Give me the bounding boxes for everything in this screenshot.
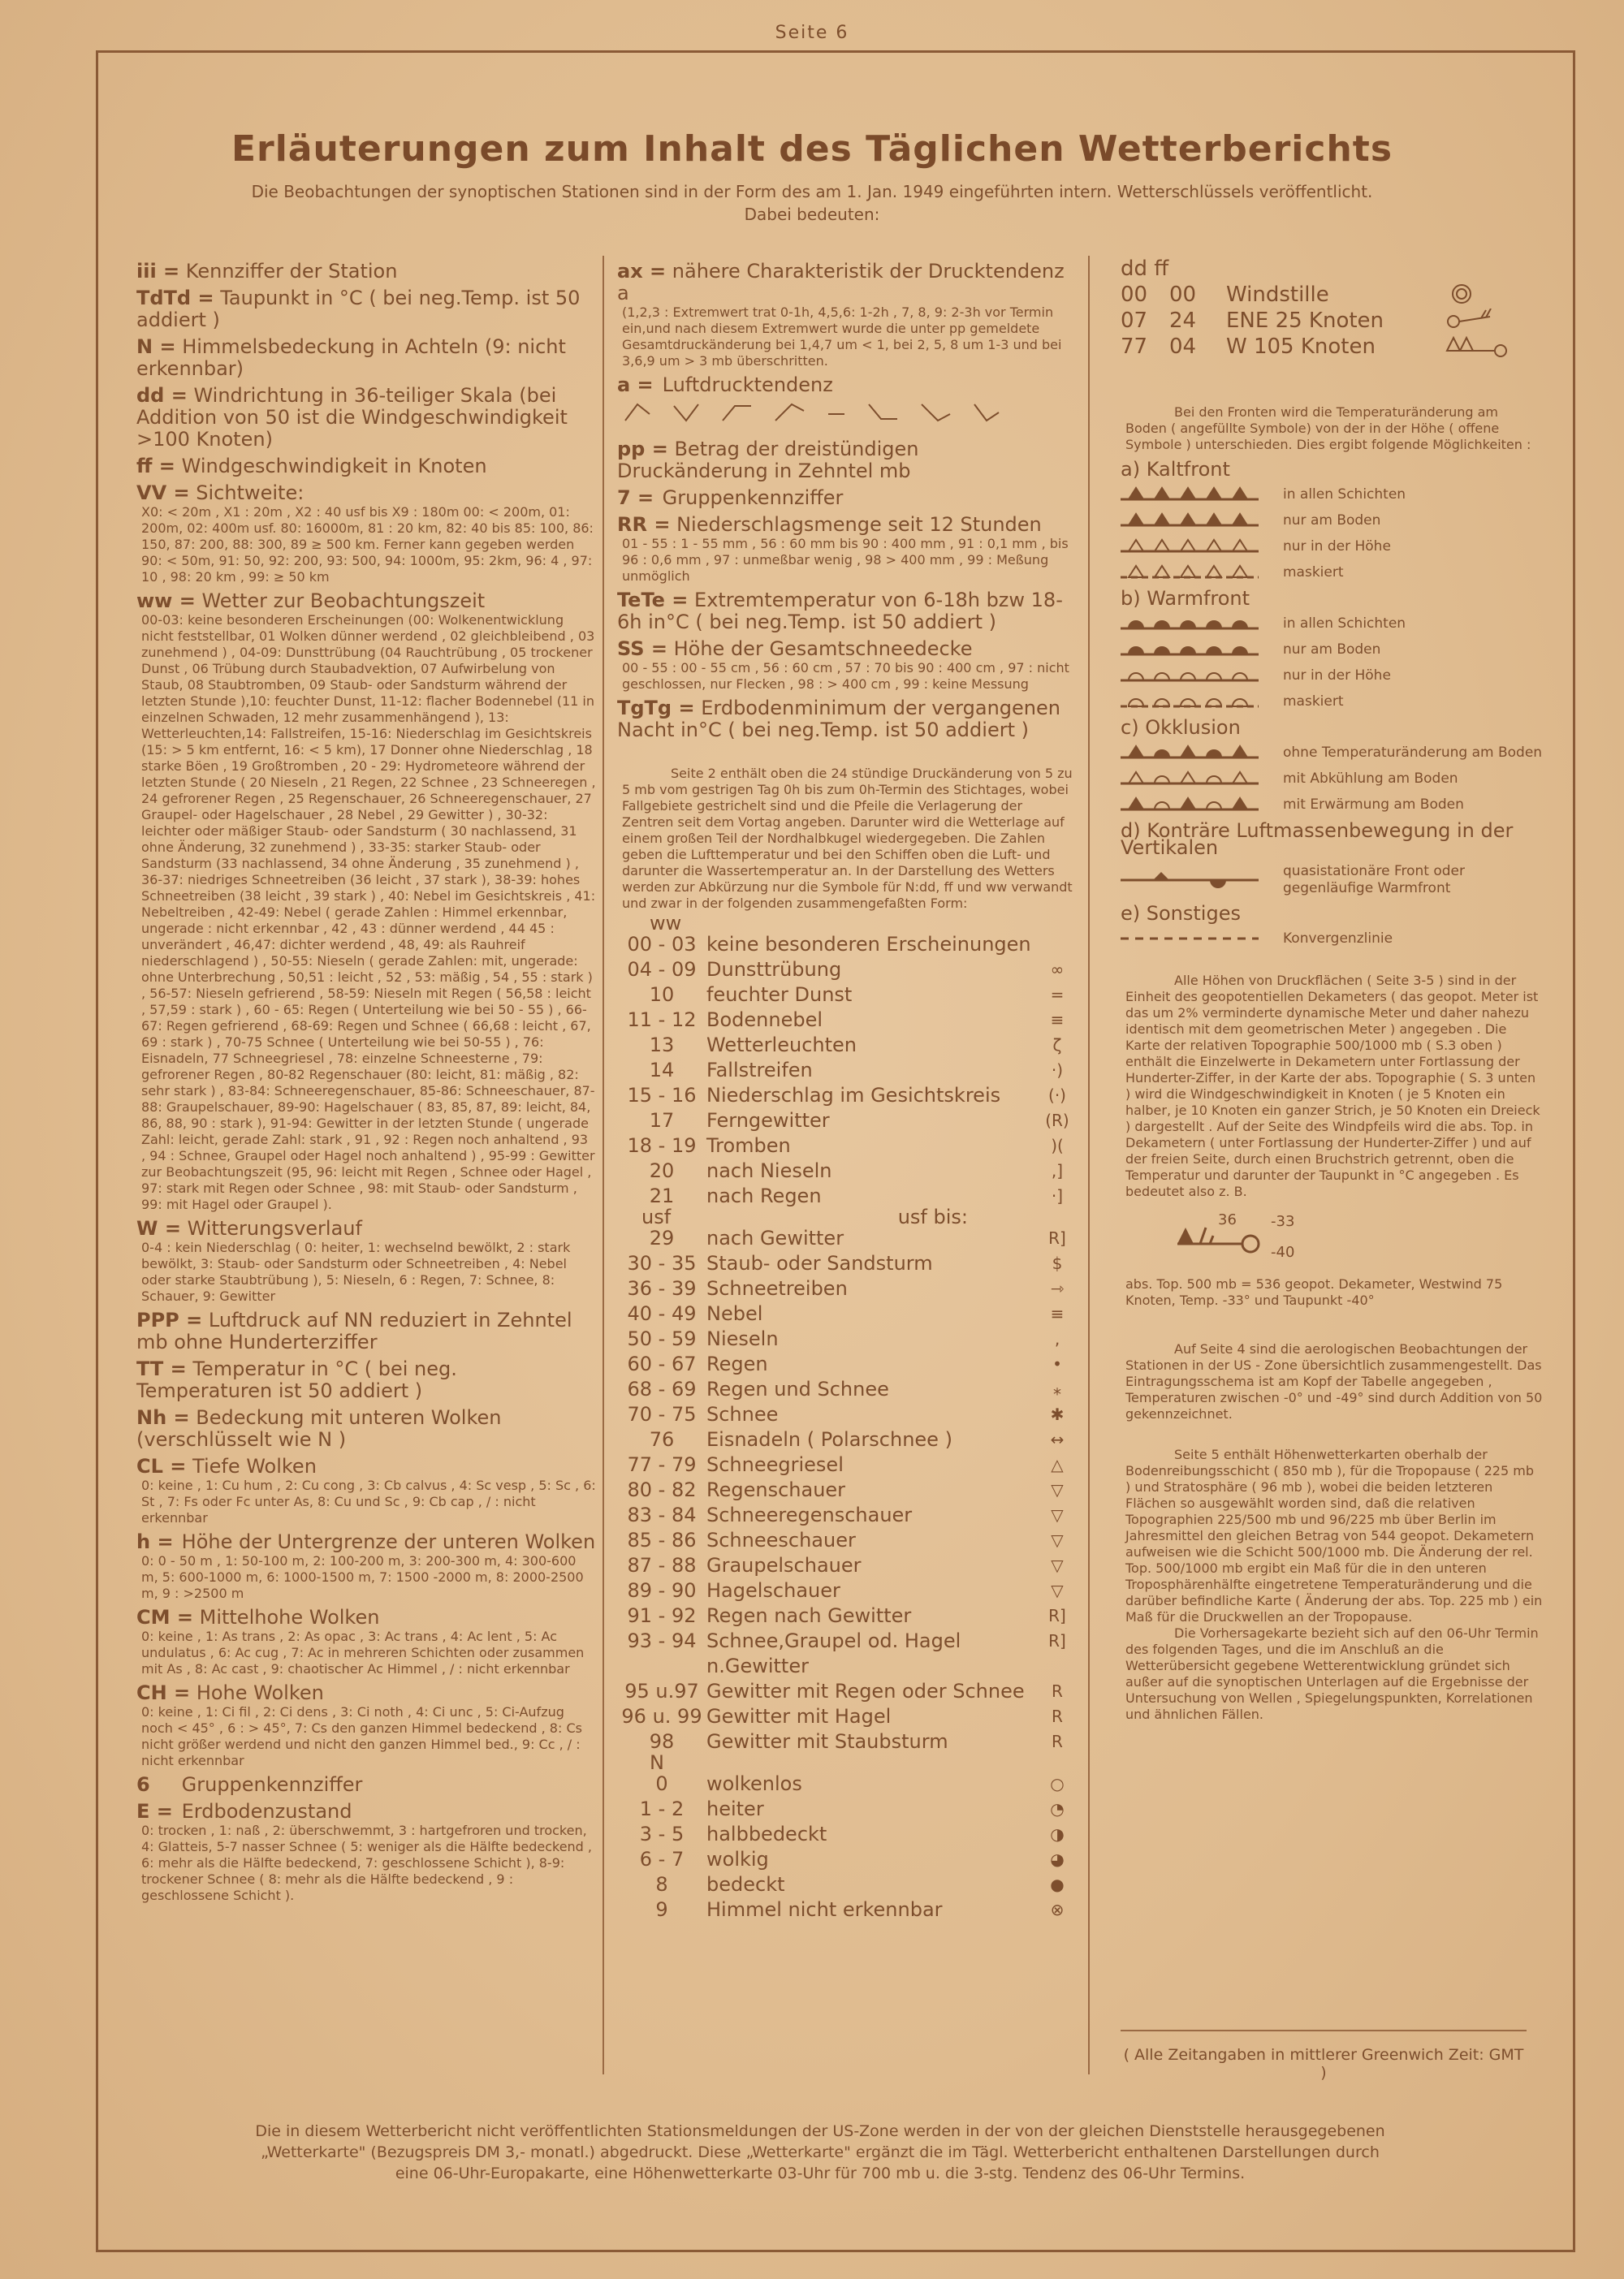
ww-code: 9	[655, 1898, 668, 1921]
kaltfront-heading: a) Kaltfront	[1121, 458, 1230, 481]
ww-row	[617, 932, 1073, 957]
column-3	[1121, 256, 1543, 1723]
page-title: Erläuterungen zum Inhalt des Täglichen Wetterberichts	[231, 128, 1393, 170]
ww-code: 30 - 35	[627, 1252, 697, 1275]
entry-vv: VV = Sichtweite:	[136, 481, 304, 504]
ww-row	[617, 1377, 1073, 1402]
ww-code: 6 - 7	[639, 1848, 685, 1871]
entry-7: 7 = Gruppenkennziffer	[617, 486, 844, 509]
ww-code: 89 - 90	[627, 1579, 697, 1602]
ww-label: Himmel nicht erkennbar	[706, 1898, 943, 1921]
ww-label: Gewitter mit Hagel	[706, 1705, 892, 1728]
ww-code: 1 - 2	[639, 1798, 685, 1820]
ww-label: Hagelschauer	[706, 1579, 840, 1602]
ww-code: 36 - 39	[627, 1277, 697, 1300]
ww-label: wolkenlos	[706, 1772, 802, 1795]
ww-label: Regen	[706, 1353, 768, 1375]
weather-symbol-icon: ⇾	[1050, 1279, 1065, 1298]
ww-code: 70 - 75	[627, 1403, 697, 1426]
ww-code: 91 - 92	[627, 1604, 697, 1627]
front-label: nur am Boden	[1283, 511, 1381, 529]
front-symbol-icon	[1121, 511, 1259, 530]
weather-symbol-icon: •	[1052, 1354, 1062, 1374]
ww-code: 14	[649, 1059, 675, 1081]
ww-row	[617, 1008, 1073, 1033]
ww-code: 10	[649, 983, 675, 1006]
rr-detail: 01 - 55 : 1 - 55 mm , 56 : 60 mm bis 90 : 400 mm , 91 : 0,1 mm , bis 96 : 0,6 mm , 97 : unmeßbar wenig , 98 > 400 mm , 99 : Meßung unmöglich	[622, 536, 1069, 584]
front-row	[1121, 537, 1543, 556]
front-label: ohne Temperaturänderung am Boden	[1283, 744, 1543, 761]
ww-row	[617, 1083, 1073, 1108]
ww-label: Regen und Schnee	[706, 1378, 889, 1401]
ww-label: Staub- oder Sandsturm	[706, 1252, 933, 1275]
ww-label: Wetterleuchten	[706, 1034, 857, 1056]
h-detail: 0: 0 - 50 m , 1: 50-100 m, 2: 100-200 m, 3: 200-300 m, 4: 300-600 m, 5: 600-1000 m, 6: 1000-1500 m, 7: 1500 -2000 m, 8: 2000-2500 m, 9 : >2500 m	[141, 1553, 584, 1601]
ax-detail: (1,2,3 : Extremwert trat 0-1h, 4,5,6: 1-2h , 7, 8, 9: 2-3h vor Termin ein,und nach diesem Extremwert wurde die unter pp gemeldete Gesamtdruckänderung bei 1,4,7 um < 1, bei 2, 5, 8 um 1-3 und bei 3,6,9 um > 3 mb überschritten.	[622, 304, 1062, 369]
ww-label: Bodennebel	[706, 1008, 823, 1031]
ww-label: nach Gewitter	[706, 1227, 844, 1250]
ww-code: 87 - 88	[627, 1554, 697, 1577]
entry-rr: RR = Niederschlagsmenge seit 12 Stunden	[617, 513, 1042, 536]
weather-symbol-icon: ◑	[1050, 1824, 1065, 1844]
ww-code: 17	[649, 1109, 675, 1132]
weather-symbol-icon: =	[1050, 985, 1065, 1004]
weather-symbol-icon: R	[1052, 1732, 1063, 1751]
ww-row	[617, 1327, 1073, 1352]
ww-code: 15 - 16	[627, 1084, 697, 1107]
ww-label: Tromben	[706, 1134, 791, 1157]
front-row	[1121, 485, 1543, 504]
sonstiges-heading: e) Sonstiges	[1121, 902, 1241, 925]
ww-code: 83 - 84	[627, 1504, 697, 1526]
intro-line-2: Dabei bedeuten:	[744, 205, 880, 224]
weather-symbol-icon: (·)	[1048, 1086, 1066, 1105]
entry-ch: CH = Hohe Wolken	[136, 1681, 324, 1704]
weather-symbol-icon: ◔	[1050, 1799, 1065, 1819]
ww-label: Schneegriesel	[706, 1453, 844, 1476]
ww-label: Regenschauer	[706, 1478, 846, 1501]
ww-row	[617, 1058, 1073, 1083]
ww-row	[617, 1402, 1073, 1427]
wind-row	[1121, 282, 1543, 308]
ww-row	[617, 1427, 1073, 1452]
weather-symbol-icon: ≡	[1050, 1010, 1065, 1029]
weather-symbol-icon: R	[1052, 1707, 1063, 1726]
entry-ff: ff = Windgeschwindigkeit in Knoten	[136, 455, 487, 477]
front-symbol-icon	[1121, 614, 1259, 633]
ww-table-1	[617, 932, 1073, 1209]
ww-row	[617, 1897, 1073, 1923]
front-label: in allen Schichten	[1283, 615, 1406, 632]
front-label: mit Erwärmung am Boden	[1283, 796, 1464, 813]
weather-symbol-icon: ▽	[1051, 1530, 1064, 1550]
front-row	[1121, 563, 1543, 582]
ww-row	[617, 1872, 1073, 1897]
ww-code: 18 - 19	[627, 1134, 697, 1157]
front-row	[1121, 640, 1543, 659]
wind-label: W 105 Knoten	[1226, 335, 1376, 359]
cl-detail: 0: keine , 1: Cu hum , 2: Cu cong , 3: Cb calvus , 4: Sc vesp , 5: Sc , 6: St , 7: Fs oder Fc unter As, 8: Cu und Sc , 9: Cb cap , / : nicht erkennbar	[141, 1478, 596, 1526]
ww-row	[617, 1797, 1073, 1822]
intro	[162, 180, 1462, 226]
weather-symbol-icon: ,]	[1051, 1161, 1064, 1181]
weather-symbol-icon	[1041, 932, 1073, 957]
entry-h: h = Höhe der Untergrenze der unteren Wolken	[136, 1530, 596, 1553]
weather-symbol-icon: R	[1052, 1681, 1063, 1701]
ww-code: 00 - 03	[627, 933, 697, 956]
weather-symbol-icon: △	[1051, 1455, 1064, 1474]
ww-label: bedeckt	[706, 1873, 785, 1896]
wind-table-header: dd ff	[1121, 257, 1169, 281]
front-label: nur in der Höhe	[1283, 537, 1391, 555]
ww-code: 76	[649, 1428, 675, 1451]
weather-symbol-icon: R]	[1048, 1228, 1066, 1248]
ww-code: 3 - 5	[639, 1823, 685, 1845]
kontraer-heading: d) Konträre Luftmassenbewegung in der Vertikalen	[1121, 819, 1514, 859]
ww-label: Schneetreiben	[706, 1277, 848, 1300]
weather-symbol-icon: ζ	[1052, 1035, 1062, 1055]
weather-symbol-icon: ▽	[1051, 1581, 1064, 1600]
ww-row	[617, 1847, 1073, 1872]
page-number: Seite 6	[775, 23, 849, 43]
ww-row	[617, 1772, 1073, 1797]
ww-code: 80 - 82	[627, 1478, 697, 1501]
wind-row	[1121, 334, 1543, 360]
ww-label: Schnee,Graupel od. Hagel n.Gewitter	[706, 1629, 961, 1677]
ww-row	[617, 1133, 1073, 1159]
column-1	[136, 256, 596, 1904]
front-label: maskiert	[1283, 563, 1344, 581]
kontraer-row: quasistationäre Front oder gegenläufige Warmfront	[1121, 863, 1543, 897]
ww-row	[617, 1478, 1073, 1503]
fronts-intro: Bei den Fronten wird die Temperaturänderung am Boden ( angefüllte Symbole) von der in der Höhe ( offene Symbole ) unterschieden. Dies ergibt folgende Möglichkeiten :	[1125, 404, 1531, 452]
weather-symbol-icon: ✱	[1050, 1405, 1065, 1424]
ww-code: 8	[655, 1873, 668, 1896]
ww-code: 77 - 79	[627, 1453, 697, 1476]
ww-label: Schneeregenschauer	[706, 1504, 913, 1526]
ww-label: nach Nieseln	[706, 1159, 832, 1182]
weather-symbol-icon: ∞	[1050, 960, 1065, 979]
ww-row	[617, 1184, 1073, 1209]
wind-dd: 77	[1121, 335, 1148, 359]
wind-label: Windstille	[1226, 283, 1329, 307]
tendency-symbol-7	[922, 404, 950, 421]
ww-label: Fallstreifen	[706, 1059, 813, 1081]
entry-w: W = Witterungsverlauf	[136, 1217, 362, 1240]
entry-tt: TT = Temperatur in °C ( bei neg. Temperaturen ist 50 addiert )	[136, 1357, 457, 1402]
tendency-symbol-3	[723, 406, 751, 421]
usf-row: usf usf bis:	[641, 1206, 968, 1228]
weather-symbol-icon: ▽	[1051, 1556, 1064, 1575]
front-label: nur in der Höhe	[1283, 667, 1391, 684]
ww-row	[617, 1822, 1073, 1847]
ww-label: Dunsttrübung	[706, 958, 842, 981]
weather-symbol-icon: ,	[1054, 1329, 1060, 1349]
wind-example	[1169, 1211, 1543, 1268]
seite4-text: Auf Seite 4 sind die aerologischen Beobachtungen der Stationen in der US - Zone übersichtlich zusammengestellt. Das Eintragungsschema ist am Kopf der Tabelle angegeben , Temperaturen zwischen -0° und -49° sind durch Addition von 50 gekennzeichnet.	[1125, 1341, 1543, 1422]
seite5-text: Seite 5 enthält Höhenwetterkarten oberhalb der Bodenreibungsschicht ( 850 mb ), für die Tropopause ( 225 mb ) und Stratosphäre ( 96 mb ), wobei die beiden letzteren Flächen so ausgewählt worden sind, daß die relativen Topographien 225/500 mb und 96/225 mb über Berlin im Jahresmittel den gleichen Betrag von 544 geopot. Dekametern aufweisen wie die Schicht 500/1000 mb. Die Änderung der rel. Top. 500/1000 mb ergibt ein Maß für die in den unteren Troposphärenhälfte eingetretene Temperaturänderung und die darüber befindliche Karte ( Änderung der abs. Top. 225 mb ) ein Maß für die Druckwellen an der Tropopause.	[1125, 1447, 1543, 1625]
wind-row	[1121, 308, 1543, 334]
tendency-symbol-1	[625, 404, 650, 421]
column-2	[617, 256, 1073, 1923]
wind-symbol-icon	[1445, 283, 1510, 307]
ww-label: Nebel	[706, 1302, 763, 1325]
front-symbol-icon	[1121, 563, 1259, 582]
example-temp: -33	[1271, 1213, 1295, 1230]
weather-symbol-icon: ●	[1050, 1875, 1065, 1894]
ww-code: 29	[649, 1227, 675, 1250]
quasistationary-front-symbol	[1121, 870, 1259, 890]
ww-code: 93 - 94	[627, 1629, 697, 1652]
entry-tgtg: TgTg = Erdbodenminimum der vergangenen Nacht in°C ( bei neg.Temp. ist 50 addiert )	[617, 697, 1060, 741]
example-text: abs. Top. 500 mb = 536 geopot. Dekameter, Westwind 75 Knoten, Temp. -33° und Taupunkt -40°	[1125, 1276, 1503, 1308]
wind-ff: 00	[1169, 283, 1197, 307]
ww-code: 40 - 49	[627, 1302, 697, 1325]
ww-label: Niederschlag im Gesichtskreis	[706, 1084, 1001, 1107]
ww-label: wolkig	[706, 1848, 769, 1871]
ww-row	[617, 1452, 1073, 1478]
ww-label: Schneeschauer	[706, 1529, 856, 1552]
ww-code: 11 - 12	[627, 1008, 697, 1031]
front-symbol-icon	[1121, 666, 1259, 685]
tendency-symbols	[617, 396, 1056, 429]
ww-code: 68 - 69	[627, 1378, 697, 1401]
weather-symbol-icon: ≡	[1050, 1304, 1065, 1323]
ww-row	[617, 1159, 1073, 1184]
ww-row	[617, 1528, 1073, 1553]
warmfront-heading: b) Warmfront	[1121, 587, 1250, 610]
front-symbol-icon	[1121, 769, 1259, 788]
wind-ff: 24	[1169, 309, 1197, 333]
wind-symbol-icon	[1445, 309, 1510, 333]
ww-code: 50 - 59	[627, 1327, 697, 1350]
weather-symbol-icon: )(	[1051, 1136, 1064, 1155]
intro-line-1: Die Beobachtungen der synoptischen Stationen sind in der Form des am 1. Jan. 1949 eingeführten intern. Wetterschlüssels veröffentlicht.	[251, 182, 1373, 201]
ww-label: Gewitter mit Regen oder Schnee	[706, 1680, 1025, 1703]
w-detail: 0-4 : kein Niederschlag ( 0: heiter, 1: wechselnd bewölkt, 2 : stark bewölkt, 3: Staub- oder Sandsturm oder Schneetreiben , 4: Nebel oder starke Staubtrübung ), 5: Nieseln, 6 : Regen, 7: Schnee, 8: Schauer, 9: Gewitter	[141, 1240, 571, 1304]
ww-label: Schnee	[706, 1403, 779, 1426]
kaltfront-list	[1121, 485, 1543, 582]
front-row	[1121, 769, 1543, 788]
entry-tdtd: TdTd = Taupunkt in °C ( bei neg.Temp. ist 50 addiert )	[136, 287, 581, 331]
ww-row	[617, 1301, 1073, 1327]
tendency-symbol-8	[974, 404, 999, 421]
gmt-separator	[1121, 2030, 1527, 2031]
ww-row	[617, 1604, 1073, 1629]
front-label: mit Abkühlung am Boden	[1283, 770, 1458, 787]
ww-label: Gewitter mit Staubsturm	[706, 1730, 948, 1753]
tendency-symbol-2	[674, 404, 698, 421]
entry-nh: Nh = Bedeckung mit unteren Wolken (verschlüsselt wie N )	[136, 1406, 502, 1451]
front-symbol-icon	[1121, 692, 1259, 711]
ww-label: Ferngewitter	[706, 1109, 830, 1132]
front-row	[1121, 614, 1543, 633]
weather-symbol-icon: ·)	[1051, 1060, 1064, 1080]
ww-label: keine besonderen Erscheinungen	[706, 933, 1031, 956]
ww-code: 0	[655, 1772, 668, 1795]
ww-row	[617, 1578, 1073, 1604]
front-row	[1121, 692, 1543, 711]
e-detail: 0: trocken , 1: naß , 2: überschwemmt, 3 : hartgefroren und trocken, 4: Glatteis, 5-7 nasser Schnee ( 5: weniger als die Hälfte bedeckend , 6: mehr als die Hälfte bedeckend, 7: geschlossene Schicht ), 8-9: trockener Schnee ( 8: mehr als die Hälfte bedeckend , 9 : geschlossene Schicht ).	[141, 1823, 593, 1903]
ww-code: 85 - 86	[627, 1529, 697, 1552]
wind-dd: 07	[1121, 309, 1148, 333]
vv-detail: X0: < 20m , X1 : 20m , X2 : 40 usf bis X9 : 180m 00: < 200m, 01: 200m, 02: 400m usf. 80: 16000m, 81 : 20 km, 82: 40 bis 85: 100, 86: 150, 87: 200, 88: 300, 89 ≥ 500 km. Ferner kann gegeben werden 90: < 50m, 91: 50, 92: 200, 93: 500, 94: 1000m, 95: 2km, 96: 4 , 97: 10 , 98: 20 km , 99: ≥ 50 km	[141, 504, 594, 585]
weather-symbol-icon: (R)	[1045, 1111, 1069, 1130]
weather-symbol-icon: R]	[1048, 1606, 1066, 1625]
ww-row	[617, 982, 1073, 1008]
convergence-line-symbol	[1121, 929, 1259, 948]
entry-dd: dd = Windrichtung in 36-teiliger Skala (bei Addition von 50 ist die Windgeschwindigkeit >100 Knoten)	[136, 384, 568, 451]
front-symbol-icon	[1121, 640, 1259, 659]
ww-table-2	[617, 1226, 1073, 1755]
ww-label: Nieseln	[706, 1327, 779, 1350]
footer-note: Die in diesem Wetterbericht nicht veröffentlichten Stationsmeldungen der US-Zone werden in der von der gleichen Dienststelle herausgegebenen „Wetterkarte" (Bezugspreis DM 3,- monatl.) abgedruckt. Diese „Wetterkarte" ergänzt die im Tägl. Wetterbericht enthaltenen Darstellungen durch eine 06-Uhr-Europakarte, eine Höhenwetterkarte 03-Uhr für 700 mb u. die 3-stg. Tendenz des 06-Uhr Termins.	[255, 2122, 1385, 2182]
wind-dd: 00	[1121, 283, 1148, 307]
ww-code: 21	[649, 1185, 675, 1207]
front-row	[1121, 743, 1543, 762]
ww-label: halbbedeckt	[706, 1823, 827, 1845]
sonstiges-row: Konvergenzlinie	[1121, 929, 1543, 948]
ww-row	[617, 1553, 1073, 1578]
gmt-note: ( Alle Zeitangaben in mittlerer Greenwich Zeit: GMT )	[1123, 2046, 1524, 2082]
column-divider-1	[603, 256, 604, 2074]
weather-symbol-icon: ○	[1050, 1774, 1065, 1793]
ww-row	[617, 1276, 1073, 1301]
entry-ax: ax = nähere Charakteristik der Drucktendenz a	[617, 260, 1065, 304]
front-label: nur am Boden	[1283, 641, 1381, 658]
entry-tete: TeTe = Extremtemperatur von 6-18h bzw 18-6h in°C ( bei neg.Temp. ist 50 addiert )	[617, 589, 1063, 633]
ww-label: feuchter Dunst	[706, 983, 853, 1006]
entry-a: a = Luftdrucktendenz	[617, 373, 833, 396]
tendency-symbol-4	[775, 404, 804, 421]
front-row	[1121, 511, 1543, 530]
ww-table-header: ww	[650, 912, 682, 934]
ww-row	[617, 1033, 1073, 1058]
front-symbol-icon	[1121, 795, 1259, 814]
column-divider-2	[1088, 256, 1090, 2074]
entry-ss: SS = Höhe der Gesamtschneedecke	[617, 637, 973, 660]
entry-6: 6 Gruppenkennziffer	[136, 1773, 363, 1796]
ww-row	[617, 1629, 1073, 1679]
weather-symbol-icon: ▽	[1051, 1505, 1064, 1525]
wind-label: ENE 25 Knoten	[1226, 309, 1384, 333]
front-row	[1121, 795, 1543, 814]
entry-pp: pp = Betrag der dreistündigen Druckänderung in Zehntel mb	[617, 438, 919, 482]
ww-code: 95 u.97	[624, 1680, 699, 1703]
ww-code: 96 u. 99	[621, 1705, 702, 1728]
weather-symbol-icon: ↔	[1050, 1430, 1065, 1449]
weather-symbol-icon: R]	[1048, 1631, 1066, 1651]
wind-ff: 04	[1169, 335, 1197, 359]
okklusion-heading: c) Okklusion	[1121, 716, 1241, 739]
ch-detail: 0: keine , 1: Ci fil , 2: Ci dens , 3: Ci noth , 4: Ci unc , 5: Ci-Aufzug noch < 45° , 6 : > 45°, 7: Cs den ganzen Himmel bedeckend , 8: Cs nicht größer werdend und nicht den ganzen Himmel bed., 9: Cc , / : nicht erkennbar	[141, 1704, 582, 1768]
hoehen-text: Alle Höhen von Druckflächen ( Seite 3-5 ) sind in der Einheit des geopotentiellen Dekameters ( das geopot. Meter ist das um 2% verminderte dynamische Meter und daher nahezu identisch mit dem geometrischen Meter ) angegeben . Die Karte der relativen Topographie 500/1000 mb ( S.3 oben ) enthält die Einzelwerte in Dekametern unter Fortlassung der Hunderter-Ziffer, in der Karte der abs. Topographie ( S. 3 unten ) wird die Windgeschwindigkeit in Knoten ( je 5 Knoten ein halber, je 10 Knoten ein ganzer Strich, je 50 Knoten ein Dreieck ) dargestellt . Auf der Seite des Windpfeils wird die abs. Top. in Dekametern ( unter Fortlassung der Hunderter-Ziffer ) und auf der freien Seite, durch einen Bruchstrich getrennt, oben die Temperatur und darunter der Taupunkt in °C angegeben . Es bedeutet also z. B.	[1125, 973, 1540, 1199]
front-symbol-icon	[1121, 537, 1259, 556]
ww-row	[617, 1503, 1073, 1528]
ww-row	[617, 1679, 1073, 1704]
front-symbol-icon	[1121, 743, 1259, 762]
ww-label: nach Regen	[706, 1185, 822, 1207]
weather-symbol-icon: ·]	[1051, 1186, 1064, 1206]
front-label: in allen Schichten	[1283, 486, 1406, 503]
weather-symbol-icon: ▽	[1051, 1480, 1064, 1500]
ww-row	[617, 1352, 1073, 1377]
cm-detail: 0: keine , 1: As trans , 2: As opac , 3: Ac trans , 4: Ac lent , 5: Ac undulatus , 6: Ac cug , 7: Ac in mehreren Schichten oder zusammen mit As , 8: Ac cast , 9: chaotischer Ac Himmel , / : nicht erkennbar	[141, 1629, 585, 1677]
entry-iii: iii = Kennziffer der Station	[136, 260, 398, 283]
ww-row	[617, 1704, 1073, 1729]
entry-cm: CM = Mittelhohe Wolken	[136, 1606, 380, 1629]
entry-ppp: PPP = Luftdruck auf NN reduziert in Zehntel mb ohne Hunderterziffer	[136, 1309, 572, 1353]
okklusion-list	[1121, 743, 1543, 814]
tendency-symbol-6	[869, 404, 897, 419]
entry-ww: ww = Wetter zur Beobachtungszeit	[136, 589, 486, 612]
ww-detail: 00-03: keine besonderen Erscheinungen (00: Wolkenentwicklung nicht feststellbar, 01 Wolken dünner werdend , 02 gleichbleibend , 03 zunehmend ) , 04-09: Dunsttrübung (04 Rauchtrübung , 05 trockener Dunst , 06 Trübung durch Staubadvektion, 07 Aufwirbelung von Staub, 08 Staubtromben, 09 Staub- oder Sandsturm während der letzten Stunde ),10: feuchter Dunst, 11-12: flacher Bodennebel (11 in einzelnen Schwaden, 12 mehr zusammenhängend ), 13: Wetterleuchten,14: Fallstreifen, 15-16: Niederschlag im Gesichtskreis (15: > 5 km entfernt, 16: < 5 km), 17 Donner ohne Niederschlag , 18 starke Böen , 19 Großtromben , 20 - 29: Hydrometeore während der letzten Stunde ( 20 Nieseln , 21 Regen, 22 Schnee , 23 Schneeregen , 24 gefrorener Regen , 25 Regenschauer, 26 Schneeregenschauer, 27 Graupel- oder Hagelschauer , 28 Nebel , 29 Gewitter ) , 30-32: leichter oder mäßiger Staub- oder Sandsturm ( 30 nachlassend, 31 ohne Änderung, 32 zunehmend ) , 33-35: starker Staub- oder Sandsturm (33 nachlassend, 34 ohne Änderung , 35 zunehmend ) , 36-37: niedriges Schneetreiben (36 leicht , 37 stark ), 38-39: hohes Schneetreiben (38 leicht , 39 stark ) , 40: Nebel im Gesichtskreis , 41: Nebeltreiben , 42-49: Nebel ( gerade Zahlen : Himmel erkennbar, ungerade : nicht erkennbar , 42 , 43 : dünner werdend , 44 45 : unverändert , 46,47: dichter werdend , 48, 49: als Rauhreif niederschlagend ) , 50-55: Nieseln ( gerade Zahlen: mit, ungerade: ohne Unterbrechung , 50,51 : leicht , 52 , 53: mäßig , 54 , 55 : stark ) , 56-57: Nieseln gefrierend , 58-59: Nieseln mit Regen ( 56,58 : leicht , 57,59 : stark ) , 60 - 65: Regen ( Unterteilung wie bei 50 - 55 ) , 66-67: Regen gefrierend , 68-69: Regen und Schnee ( 66,68 : leicht , 67, 69 : stark ) , 70-75 Schnee ( Unterteilung wie bei 50-55 ) , 76: Eisnadeln, 77 Schneegriesel , 78: einzelne Schneesterne , 79: gefrorener Regen , 80-82 Regenschauer (80: leicht, 81: mäßig , 82: sehr stark ) , 83-84: Schneeregenschauer, 85-86: Schneeschauer, 87-88: Graupelschauer, 89-90: Hagelschauer ( 83, 85, 87, 89: leicht, 84, 86, 88, 90 : stark ), 91-94: Gewitter in der letzten Stunde ( ungerade Zahl: leicht, gerade Zahl: stark , 91 , 92 : Regen noch anhaltend , 93 , 94 : Schnee, Graupel oder Hagel noch anhaltend ) , 95-99 : Gewitter zur Beobachtungszeit (95, 96: leicht mit Regen , Schnee oder Hagel , 97: stark mit Regen oder Schnee , 98: mit Staub- oder Sandsturm , 99: mit Hagel oder Graupel ).	[141, 612, 596, 1212]
front-label: maskiert	[1283, 693, 1344, 710]
ww-label: Eisnadeln ( Polarschnee )	[706, 1428, 952, 1451]
ww-code: 04 - 09	[627, 958, 697, 981]
ww-row	[617, 1108, 1073, 1133]
ww-code: 20	[649, 1159, 675, 1182]
n-table	[617, 1772, 1073, 1923]
ww-code: 13	[649, 1034, 675, 1056]
seite2-text: Seite 2 enthält oben die 24 stündige Druckänderung von 5 zu 5 mb vom gestrigen Tag 0h bis zum 0h-Termin des Stichtages, wobei Fallgebiete gestrichelt sind und die Pfeile die Verlagerung der Zentren seit dem Vortag angeben. Darunter wird die Wetterlage auf einem großen Teil der Nordhalbkugel wiedergegeben. Die Zahlen geben die Lufttemperatur und bei den Schiffen oben die Luft- und darunter die Wassertemperatur an. In der Darstellung des Wetters werden zur Abkürzung nur die Symbole für N:dd, ff und ww verwandt und zwar in der folgenden zusammengefaßten Form:	[622, 766, 1073, 911]
entry-cl: CL = Tiefe Wolken	[136, 1455, 317, 1478]
ww-row	[617, 1729, 1073, 1755]
weather-symbol-icon: ⁎	[1053, 1379, 1061, 1399]
ww-row	[617, 957, 1073, 982]
wind-table	[1121, 282, 1543, 360]
ww-code: 60 - 67	[627, 1353, 697, 1375]
n-table-header: N	[650, 1751, 664, 1774]
front-symbol-icon	[1121, 485, 1259, 504]
weather-symbol-icon: ◕	[1050, 1850, 1065, 1869]
front-row	[1121, 666, 1543, 685]
wind-symbol-icon	[1445, 335, 1510, 359]
example-height: 36	[1218, 1211, 1237, 1228]
ss-detail: 00 - 55 : 00 - 55 cm , 56 : 60 cm , 57 : 70 bis 90 : 400 cm , 97 : nicht geschlossen, nur Flecken , 98 : > 400 cm , 99 : keine Messung	[622, 660, 1069, 692]
ww-code: 98	[649, 1730, 675, 1753]
weather-symbol-icon: $	[1052, 1254, 1063, 1273]
example-dewpoint: -40	[1271, 1244, 1295, 1261]
ww-row	[617, 1251, 1073, 1276]
ww-row	[617, 1226, 1073, 1251]
entry-e: E = Erdbodenzustand	[136, 1800, 352, 1823]
entry-n: N = Himmelsbedeckung in Achteln (9: nicht erkennbar)	[136, 335, 566, 380]
weather-symbol-icon: ⊗	[1050, 1900, 1065, 1919]
ww-label: Regen nach Gewitter	[706, 1604, 912, 1627]
vorhersage-text: Die Vorhersagekarte bezieht sich auf den 06-Uhr Termin des folgenden Tages, und die im Anschluß an die Wetterübersicht gegebene Wetterentwicklung gründet sich außer auf die synoptischen Unterlagen auf die Ergebnisse der Untersuchung von Wellen , Spiegelungspunkten, Korrelationen und ähnlichen Fällen.	[1125, 1625, 1539, 1722]
warmfront-list	[1121, 614, 1543, 711]
ww-label: heiter	[706, 1798, 764, 1820]
ww-label: Graupelschauer	[706, 1554, 862, 1577]
